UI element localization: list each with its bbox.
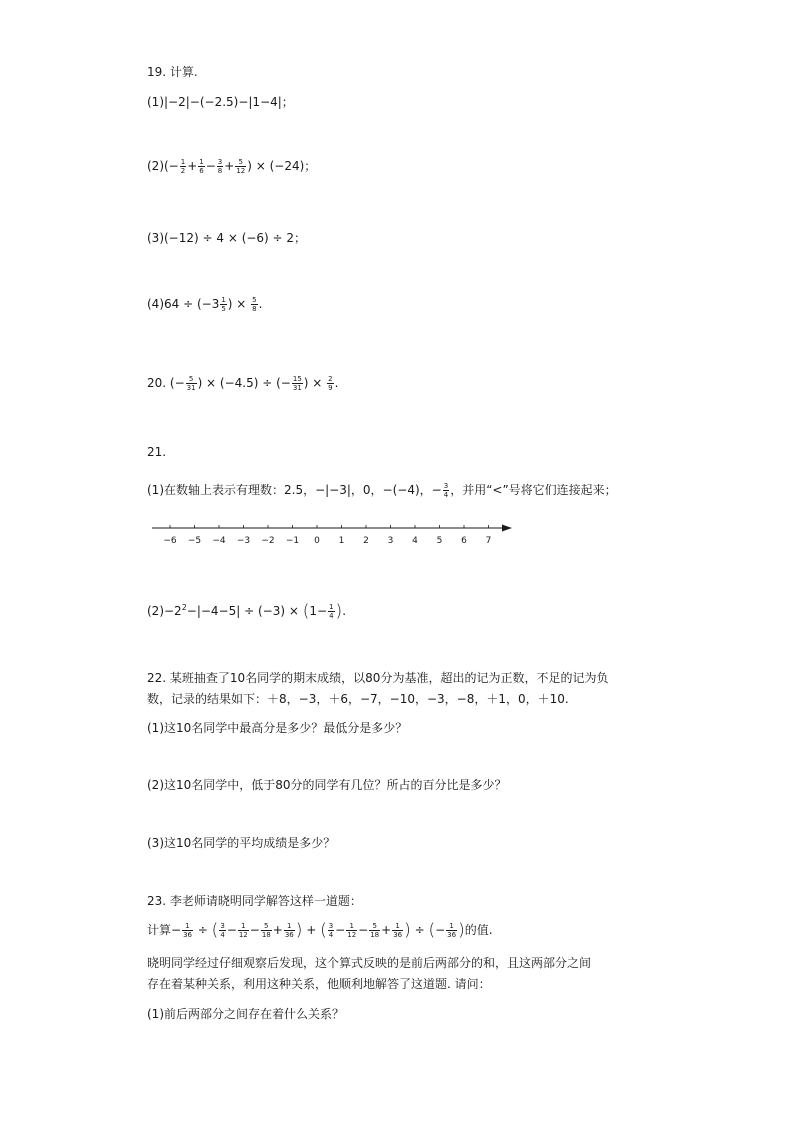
q22-part1: (1)这10名同学中最高分是多少？最低分是多少？ (147, 721, 408, 735)
fraction: $\frac{1}{36}$ (447, 922, 457, 939)
fraction: $\frac{5}{18}$ (261, 922, 271, 939)
fraction: $\frac{5}{12}$ (236, 158, 246, 175)
fraction: $\frac{1}{12}$ (347, 922, 357, 939)
fraction: $\frac{1}{6}$ (199, 158, 204, 175)
q19-part2: (2)(− $\frac{1}{2}$ + $\frac{1}{6}$ − $\frac{3}{8}$ + $\frac{5}{12}$ ) × (−24)； (147, 158, 317, 175)
number-line-tick-label: 6 (461, 536, 467, 546)
q22-line1: 22. 某班抽查了10名同学的期末成绩，以80分为基准，超出的记为正数，不足的记为负 (147, 671, 609, 685)
number-line-tick-label: 1 (338, 536, 345, 546)
q22-part2: (2)这10名同学中，低于80分的同学有几位？所占的百分比是多少？ (147, 778, 507, 792)
fraction: $\frac{1}{12}$ (238, 922, 248, 939)
q21-title: 21. (147, 445, 167, 459)
fraction: $\frac{1}{5}$ (221, 296, 226, 313)
q19-part4: (4)64 ÷ (−3 $\frac{1}{5}$ ) × $\frac{5}{8}$ . (147, 296, 263, 313)
fraction: $\frac{2}{9}$ (328, 375, 333, 392)
fraction: $\frac{1}{36}$ (393, 922, 403, 939)
number-line-tick-label: 5 (436, 536, 443, 546)
number-line-tick-label: −1 (285, 536, 300, 546)
number-line-tick-label: 7 (485, 536, 492, 546)
number-line-tick-label: 4 (412, 536, 418, 546)
number-line-arrow-icon (502, 525, 512, 532)
fraction: $\frac{1}{2}$ (180, 158, 186, 175)
number-line-tick-label: −2 (261, 536, 275, 546)
number-line-tick-label: 3 (387, 536, 394, 546)
q19-part1: (1)|−2|−(−2.5)−|1−4|； (147, 95, 294, 109)
number-line-tick-label: −6 (163, 536, 177, 546)
fraction: $\frac{3}{8}$ (217, 158, 223, 175)
fraction: $\frac{1}{4}$ (329, 603, 334, 620)
fraction: $\frac{1}{36}$ (183, 922, 192, 939)
q22-line2: 数，记录的结果如下：＋8，−3，＋6，−7，−10，−3，−8，＋1，0，＋10. (147, 692, 569, 706)
number-line (150, 518, 520, 550)
q23-calc: 计算− $\frac{1}{36}$ ÷ ( $\frac{3}{4}$ − $\frac{1}{12}$ − $\frac{5}{18}$ + $\frac{1}{36}$ ) + ( $\frac{3}{4}$ − $\frac{1}{12}$ − $\frac{5}{18}$ + $\frac{1}{36}$ ) ÷ (− $\frac{1}{36}$ )的值. (147, 920, 493, 941)
q21-part1: (1)在数轴上表示有理数：2.5，−|−3|，0，−(−4)，− $\frac{3}{4}$ ，并用“<”号将它们连接起来； (147, 482, 617, 499)
number-line-tick-label: 2 (363, 536, 369, 546)
fraction: $\frac{3}{4}$ (220, 922, 225, 939)
fraction: $\frac{5}{8}$ (252, 296, 257, 313)
q23-line1: 23. 李老师请晓明同学解答这样一道题： (147, 894, 362, 908)
number-line-tick-label: 0 (314, 536, 320, 546)
q23-line4: 存在着某种关系，利用这种关系，他顺利地解答了这道题. 请问： (147, 977, 491, 991)
fraction: $\frac{3}{4}$ (443, 482, 449, 499)
fraction: $\frac{5}{18}$ (370, 922, 380, 939)
fraction: $\frac{1}{36}$ (284, 922, 294, 939)
q19-title: 19. 计算. (147, 65, 198, 79)
fraction: $\frac{3}{4}$ (328, 922, 334, 939)
number-line-tick-label: −5 (187, 536, 202, 546)
q20-expression: 20. (− $\frac{5}{31}$ ) × (−4.5) ÷ (− $\frac{15}{31}$ ) × $\frac{2}{9}$ . (147, 375, 339, 392)
number-line-tick-label: −3 (236, 536, 251, 546)
q21-part2: $(2)-2^2-|-4-5| \div (-3) \times (1-$ $\frac{1}{4}$ ). (147, 601, 347, 622)
fraction: $\frac{5}{31}$ (186, 375, 196, 392)
number-line-tick-label: −4 (212, 536, 226, 546)
q23-part1: (1)前后两部分之间存在着什么关系？ (147, 1007, 344, 1021)
q19-part3: (3)(−12) ÷ 4 × (−6) ÷ 2； (147, 231, 307, 245)
q22-part3: (3)这10名同学的平均成绩是多少？ (147, 836, 336, 850)
q23-line3: 晓明同学经过仔细观察后发现，这个算式反映的是前后两部分的和，且这两部分之间 (147, 956, 592, 970)
fraction: $\frac{15}{31}$ (292, 375, 302, 392)
